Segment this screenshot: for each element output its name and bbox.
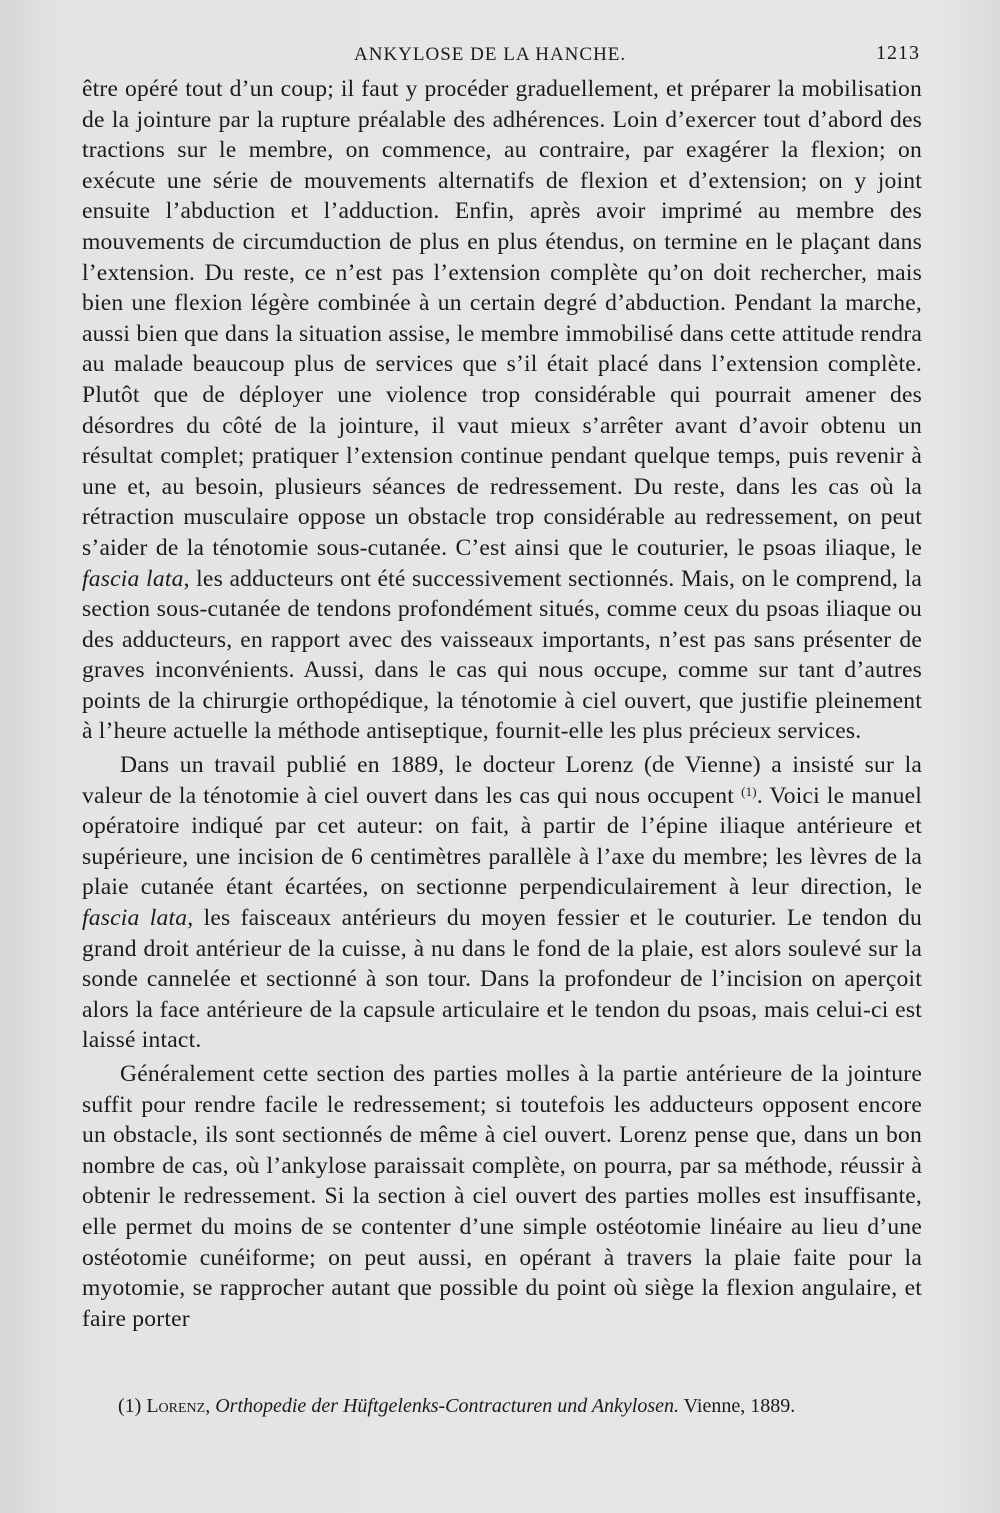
paragraph [82, 1059, 922, 1334]
running-title: ANKYLOSE DE LA HANCHE. [354, 44, 627, 65]
text-run: . Voici le manuel opératoire indiqué par cet auteur: on fait, à partir de l’épine iliaque antérieure et supérieure, une incision de 6 centimètres parallèle à l’axe du membre; les lèvres de la plaie cutanée étant écartées, on sectionne perpendiculairement à leur direction, le [82, 782, 922, 901]
paragraph [82, 750, 922, 1056]
footnote-1: (1) Lorenz, Orthopedie der Hüftgelenks-Contracturen und Ankylosen. Vienne, 1889. [118, 1395, 796, 1417]
footnote-reference: (1) [741, 783, 757, 799]
page-number: 1213 [876, 42, 920, 64]
text-run: , les faisceaux antérieurs du moyen fessier et le couturier. Le tendon du grand droit antérieur de la cuisse, à nu dans le fond de la plaie, est alors soulevé sur la sonde cannelée et sectionné à son tour. Dans la profondeur de l’incision on aperçoit alors la face antérieure de la capsule articulaire et le tendon du psoas, mais celui-ci est laissé intact. [82, 905, 922, 1054]
text-run: être opéré tout d’un coup; il faut y procéder graduellement, et préparer la mobilisation de la jointure par la rupture préalable des adhérences. Loin d’exercer tout d’abord des tractions sur le membre, on commence, au contraire, par exagérer la flexion; on exécute une série de mouvements alternatifs de flexion et d’extension; on y joint ensuite l’abduction et l’adduction. Enfin, après avoir imprimé au membre des mouvements de circumduction de plus en plus étendus, on termine en le plaçant dans l’extension. Du reste, ce n’est pas l’extension complète qu’on doit rechercher, mais bien une flexion légère combinée à un certain degré d’abduction. Pendant la marche, aussi bien que dans la situation assise, le membre immobilisé dans cette attitude rendra au malade beaucoup plus de services que s’il était placé dans l’extension complète. Plutôt que de déployer une violence trop considérable qui pourrait amener des désordres du côté de la jointure, il vaut mieux s’arrêter avant d’avoir obtenu un résultat complet; pratiquer l’extension continue pendant quelque temps, puis revenir à une et, au besoin, plusieurs séances de redressement. Du reste, dans les cas où la rétraction musculaire oppose un obstacle trop considérable au redressement, on peut s’aider de la ténotomie sous-cutanée. C’est ainsi que le couturier, le psoas iliaque, le [82, 76, 922, 561]
italic-term: fascia lata [82, 565, 184, 592]
footnote-author: Lorenz [146, 1395, 206, 1417]
paragraph [82, 74, 922, 747]
text-run: Dans un travail publié en 1889, le docteur Lorenz (de Vienne) a insisté sur la valeur de la ténotomie à ciel ouvert dans les cas qui nous occupent [82, 752, 922, 809]
footnotes [118, 1393, 918, 1419]
footnote-marker: (1) [118, 1395, 142, 1417]
footnote-title: Orthopedie der Hüftgelenks-Contracturen und Ankylosen. [215, 1395, 680, 1417]
body-text [82, 74, 922, 1337]
text-run: , les adducteurs ont été successivement sectionnés. Mais, on le comprend, la section sous-cutanée de tendons profondément situés, comme ceux du psoas iliaque ou des adducteurs, en rapport avec des vaisseaux importants, n’est pas sans présenter de graves inconvénients. Aussi, dans le cas qui nous occupe, comme sur tant d’autres points de la chirurgie orthopédique, la ténotomie à ciel ouvert, que justifie pleinement à l’heure actuelle la méthode antiseptique, fournit-elle les plus précieux services. [82, 565, 922, 745]
footnote-place-year: Vienne, 1889. [683, 1395, 796, 1417]
running-head [82, 40, 920, 70]
text-run: Généralement cette section des parties molles à la partie antérieure de la jointure suffit pour rendre facile le redressement; si toutefois les adducteurs opposent encore un obstacle, ils sont sectionnés de même à ciel ouvert. Lorenz pense que, dans un bon nombre de cas, où l’ankylose paraissait complète, on pourra, par sa méthode, réussir à obtenir le redressement. Si la section à ciel ouvert des parties molles est insuffisante, elle permet du moins de se contenter d’une simple ostéotomie linéaire au lieu d’une ostéotomie cunéiforme; on peut aussi, en opérant à travers la plaie faite pour la myotomie, se rapprocher autant que possible du point où siège la flexion angulaire, et faire porter [82, 1061, 922, 1332]
italic-term: fascia lata [82, 905, 188, 932]
